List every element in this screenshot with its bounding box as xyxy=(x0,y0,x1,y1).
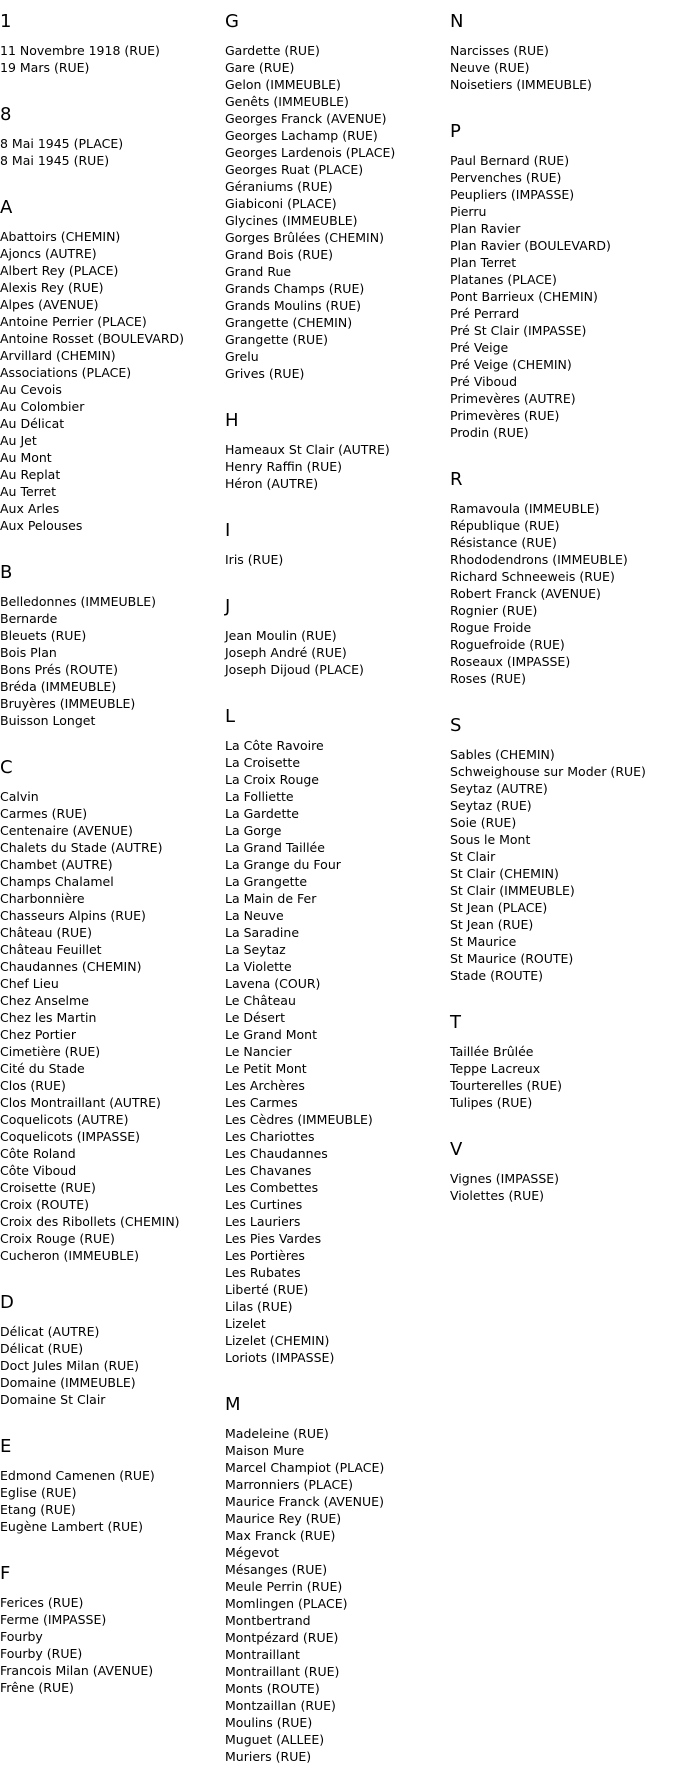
street-link[interactable]: St Clair (IMMEUBLE) xyxy=(450,883,575,898)
street-link[interactable]: Schweighouse sur Moder (RUE) xyxy=(450,764,646,779)
letter-section xyxy=(450,120,670,441)
street-link[interactable]: Tourterelles (RUE) xyxy=(450,1078,562,1093)
street-link[interactable]: Mégevot xyxy=(225,1545,280,1560)
street-link[interactable]: Bernarde xyxy=(0,611,58,626)
street-link[interactable]: Maurice Rey (RUE) xyxy=(225,1511,342,1526)
street-link[interactable]: Les Lauriers xyxy=(225,1214,301,1229)
street-link[interactable]: Grands Moulins (RUE) xyxy=(225,298,362,313)
street-link[interactable]: Cimetière (RUE) xyxy=(0,1044,101,1059)
street-link[interactable]: La Saradine xyxy=(225,925,300,940)
street-link[interactable]: Les Curtines xyxy=(225,1197,303,1212)
street-link[interactable]: Platanes (PLACE) xyxy=(450,272,557,287)
street-list xyxy=(0,135,220,169)
street-link[interactable]: Au Replat xyxy=(0,467,61,482)
street-link[interactable]: Bruyères (IMMEUBLE) xyxy=(0,696,136,711)
street-link[interactable]: Maurice Franck (AVENUE) xyxy=(225,1494,384,1509)
street-link[interactable]: Taillée Brûlée xyxy=(450,1044,534,1059)
street-list xyxy=(0,1594,220,1696)
section-letter-heading: E xyxy=(0,1436,12,1457)
street-link[interactable]: Giabiconi (PLACE) xyxy=(225,196,337,211)
street-link[interactable]: Roguefroide (RUE) xyxy=(450,637,565,652)
street-link[interactable]: Genêts (IMMEUBLE) xyxy=(225,94,349,109)
street-link[interactable]: Cité du Stade xyxy=(0,1061,85,1076)
street-link[interactable]: Seytaz (RUE) xyxy=(450,798,532,813)
street-link[interactable]: Les Chavanes xyxy=(225,1163,312,1178)
street-link[interactable]: Cucheron (IMMEUBLE) xyxy=(0,1248,140,1263)
street-link[interactable]: Glycines (IMMEUBLE) xyxy=(225,213,358,228)
street-list xyxy=(225,1425,445,1765)
street-link[interactable]: Eugène Lambert (RUE) xyxy=(0,1519,143,1534)
street-list xyxy=(0,42,220,76)
street-link[interactable]: Croix Rouge (RUE) xyxy=(0,1231,115,1246)
street-link[interactable]: Georges Lachamp (RUE) xyxy=(225,128,378,143)
street-link[interactable]: Moulins (RUE) xyxy=(225,1715,313,1730)
letter-section xyxy=(225,705,445,1366)
street-link[interactable]: Iris (RUE) xyxy=(225,552,284,567)
street-link[interactable]: Joseph André (RUE) xyxy=(225,645,347,660)
street-link[interactable]: La Grand Taillée xyxy=(225,840,325,855)
section-letter-heading: 8 xyxy=(0,104,12,125)
street-link[interactable]: 19 Mars (RUE) xyxy=(0,60,90,75)
street-link[interactable]: La Grangette xyxy=(225,874,308,889)
section-letter-heading: L xyxy=(225,706,236,727)
street-link[interactable]: Maison Mure xyxy=(225,1443,305,1458)
street-link[interactable]: Marcel Champiot (PLACE) xyxy=(225,1460,385,1475)
street-link[interactable]: Bois Plan xyxy=(0,645,57,660)
street-link[interactable]: Le Nancier xyxy=(225,1044,292,1059)
street-link[interactable]: La Neuve xyxy=(225,908,284,923)
street-link[interactable]: Seytaz (AUTRE) xyxy=(450,781,548,796)
street-link[interactable]: Montbertrand xyxy=(225,1613,311,1628)
street-link[interactable]: St Jean (PLACE) xyxy=(450,900,548,915)
letter-section xyxy=(225,595,445,678)
street-link[interactable]: Jean Moulin (RUE) xyxy=(225,628,337,643)
street-link[interactable]: Max Franck (RUE) xyxy=(225,1528,336,1543)
street-link[interactable]: Frêne (RUE) xyxy=(0,1680,74,1695)
street-link[interactable]: Edmond Camenen (RUE) xyxy=(0,1468,155,1483)
letter-section xyxy=(225,409,445,492)
street-link[interactable]: Les Pies Vardes xyxy=(225,1231,322,1246)
section-letter-heading: V xyxy=(450,1139,463,1160)
street-link[interactable]: Buisson Longet xyxy=(0,713,96,728)
street-link[interactable]: Au Délicat xyxy=(0,416,65,431)
street-link[interactable]: Fourby xyxy=(0,1629,43,1644)
street-list xyxy=(450,1170,670,1204)
section-letter-heading: G xyxy=(225,11,239,32)
street-link[interactable]: Roseaux (IMPASSE) xyxy=(450,654,571,669)
section-letter-heading: P xyxy=(450,121,461,142)
street-list xyxy=(450,152,670,441)
letter-section xyxy=(225,519,445,568)
letter-section xyxy=(0,10,220,76)
street-link[interactable]: Stade (ROUTE) xyxy=(450,968,544,983)
street-link[interactable]: Pervenches (RUE) xyxy=(450,170,562,185)
street-link[interactable]: Croisette (RUE) xyxy=(0,1180,96,1195)
street-list xyxy=(0,1467,220,1535)
street-link[interactable]: Alpes (AVENUE) xyxy=(0,297,99,312)
street-list xyxy=(450,746,670,984)
street-link[interactable]: Côte Roland xyxy=(0,1146,76,1161)
street-link[interactable]: Au Colombier xyxy=(0,399,85,414)
letter-section xyxy=(0,103,220,169)
section-letter-heading: N xyxy=(450,11,464,32)
street-link[interactable]: Plan Terret xyxy=(450,255,517,270)
street-link[interactable]: Peupliers (IMPASSE) xyxy=(450,187,575,202)
street-link[interactable]: Chef Lieu xyxy=(0,976,59,991)
street-list xyxy=(450,42,670,93)
street-index-column-3 xyxy=(450,10,670,1231)
street-link[interactable]: St Clair xyxy=(450,849,496,864)
street-link[interactable]: Eglise (RUE) xyxy=(0,1485,77,1500)
street-link[interactable]: Charbonnière xyxy=(0,891,85,906)
section-letter-heading: F xyxy=(0,1563,11,1584)
street-link[interactable]: Grangette (RUE) xyxy=(225,332,328,347)
street-link[interactable]: Pré Perrard xyxy=(450,306,520,321)
street-link[interactable]: 8 Mai 1945 (RUE) xyxy=(0,153,110,168)
street-link[interactable]: Clos Montraillant (AUTRE) xyxy=(0,1095,161,1110)
street-link[interactable]: Calvin xyxy=(0,789,39,804)
street-link[interactable]: Rogue Froide xyxy=(450,620,532,635)
street-link[interactable]: Champs Chalamel xyxy=(0,874,114,889)
street-link[interactable]: Gelon (IMMEUBLE) xyxy=(225,77,341,92)
street-link[interactable]: Richard Schneeweis (RUE) xyxy=(450,569,615,584)
section-letter-heading: D xyxy=(0,1292,14,1313)
street-link[interactable]: Violettes (RUE) xyxy=(450,1188,545,1203)
section-letter-heading: A xyxy=(0,197,13,218)
street-link[interactable]: Au Jet xyxy=(0,433,37,448)
street-link[interactable]: Chambet (AUTRE) xyxy=(0,857,113,872)
street-link[interactable]: Bréda (IMMEUBLE) xyxy=(0,679,117,694)
street-link[interactable]: Robert Franck (AVENUE) xyxy=(450,586,601,601)
street-link[interactable]: Chalets du Stade (AUTRE) xyxy=(0,840,163,855)
section-letter-heading: I xyxy=(225,520,231,541)
street-link[interactable]: Etang (RUE) xyxy=(0,1502,76,1517)
street-link[interactable]: Tulipes (RUE) xyxy=(450,1095,533,1110)
street-link[interactable]: Vignes (IMPASSE) xyxy=(450,1171,560,1186)
street-link[interactable]: Le Château xyxy=(225,993,296,1008)
street-link[interactable]: Chez Portier xyxy=(0,1027,76,1042)
street-link[interactable]: Croix des Ribollets (CHEMIN) xyxy=(0,1214,180,1229)
section-letter-heading: 1 xyxy=(0,11,12,32)
street-link[interactable]: Pierru xyxy=(450,204,487,219)
street-link[interactable]: 8 Mai 1945 (PLACE) xyxy=(0,136,124,151)
street-link[interactable]: Pré Veige xyxy=(450,340,509,355)
street-link[interactable]: Chasseurs Alpins (RUE) xyxy=(0,908,146,923)
street-link[interactable]: Pré St Clair (IMPASSE) xyxy=(450,323,587,338)
street-link[interactable]: Au Mont xyxy=(0,450,52,465)
street-link[interactable]: Aux Pelouses xyxy=(0,518,83,533)
street-link[interactable]: La Grange du Four xyxy=(225,857,341,872)
street-link[interactable]: Château Feuillet xyxy=(0,942,102,957)
street-link[interactable]: Alexis Rey (RUE) xyxy=(0,280,104,295)
street-link[interactable]: Carmes (RUE) xyxy=(0,806,88,821)
street-link[interactable]: Géraniums (RUE) xyxy=(225,179,333,194)
street-list xyxy=(0,593,220,729)
street-link[interactable]: Francois Milan (AVENUE) xyxy=(0,1663,154,1678)
street-list xyxy=(225,737,445,1366)
street-link[interactable]: Grives (RUE) xyxy=(225,366,305,381)
street-link[interactable]: Grangette (CHEMIN) xyxy=(225,315,353,330)
street-link[interactable]: Albert Rey (PLACE) xyxy=(0,263,119,278)
street-link[interactable]: Montzaillan (RUE) xyxy=(225,1698,336,1713)
street-link[interactable]: Lizelet xyxy=(225,1316,266,1331)
section-letter-heading: S xyxy=(450,715,462,736)
street-link[interactable]: Grelu xyxy=(225,349,259,364)
street-link[interactable]: Fourby (RUE) xyxy=(0,1646,83,1661)
street-link[interactable]: Les Cèdres (IMMEUBLE) xyxy=(225,1112,373,1127)
letter-section xyxy=(0,1291,220,1408)
street-link[interactable]: Arvillard (CHEMIN) xyxy=(0,348,116,363)
street-link[interactable]: Loriots (IMPASSE) xyxy=(225,1350,335,1365)
street-link[interactable]: Ramavoula (IMMEUBLE) xyxy=(450,501,600,516)
street-link[interactable]: La Croix Rouge xyxy=(225,772,320,787)
street-link[interactable]: Georges Ruat (PLACE) xyxy=(225,162,364,177)
letter-section xyxy=(450,1011,670,1111)
street-link[interactable]: Héron (AUTRE) xyxy=(225,476,319,491)
street-link[interactable]: Gardette (RUE) xyxy=(225,43,320,58)
street-link[interactable]: Grand Bois (RUE) xyxy=(225,247,333,262)
street-link[interactable]: Le Désert xyxy=(225,1010,285,1025)
street-link[interactable]: La Main de Fer xyxy=(225,891,317,906)
street-link[interactable]: Aux Arles xyxy=(0,501,60,516)
section-letter-heading: H xyxy=(225,410,239,431)
street-link[interactable]: Les Chariottes xyxy=(225,1129,315,1144)
letter-section xyxy=(225,10,445,382)
street-link[interactable]: Clos (RUE) xyxy=(0,1078,66,1093)
street-list xyxy=(225,627,445,678)
letter-section xyxy=(0,561,220,729)
street-link[interactable]: Croix (ROUTE) xyxy=(0,1197,90,1212)
street-link[interactable]: Rognier (RUE) xyxy=(450,603,538,618)
street-link[interactable]: Ferices (RUE) xyxy=(0,1595,84,1610)
letter-section xyxy=(0,196,220,534)
street-link[interactable]: La Seytaz xyxy=(225,942,286,957)
street-link[interactable]: Le Petit Mont xyxy=(225,1061,307,1076)
street-link[interactable]: Chez Anselme xyxy=(0,993,89,1008)
street-link[interactable]: La Croisette xyxy=(225,755,301,770)
street-link[interactable]: Chaudannes (CHEMIN) xyxy=(0,959,142,974)
street-link[interactable]: Teppe Lacreux xyxy=(450,1061,541,1076)
street-link[interactable]: St Jean (RUE) xyxy=(450,917,534,932)
street-link[interactable]: Les Archères xyxy=(225,1078,305,1093)
street-link[interactable]: Château (RUE) xyxy=(0,925,92,940)
street-link[interactable]: Centenaire (AVENUE) xyxy=(0,823,133,838)
street-link[interactable]: Bons Prés (ROUTE) xyxy=(0,662,118,677)
street-link[interactable]: Le Grand Mont xyxy=(225,1027,317,1042)
street-list xyxy=(225,42,445,382)
street-link[interactable]: Délicat (AUTRE) xyxy=(0,1324,100,1339)
street-link[interactable]: Joseph Dijoud (PLACE) xyxy=(225,662,364,677)
letter-section xyxy=(450,10,670,93)
street-link[interactable]: Lilas (RUE) xyxy=(225,1299,293,1314)
street-link[interactable]: Coquelicots (IMPASSE) xyxy=(0,1129,141,1144)
section-letter-heading: R xyxy=(450,469,463,490)
street-list xyxy=(450,1043,670,1111)
street-list xyxy=(225,551,445,568)
letter-section xyxy=(225,1393,445,1765)
street-index-column-2 xyxy=(225,10,445,1792)
street-link[interactable]: 11 Novembre 1918 (RUE) xyxy=(0,43,160,58)
street-link[interactable]: Domaine (IMMEUBLE) xyxy=(0,1375,136,1390)
street-link[interactable]: Délicat (RUE) xyxy=(0,1341,84,1356)
street-link[interactable]: Georges Franck (AVENUE) xyxy=(225,111,387,126)
street-link[interactable]: Pré Viboud xyxy=(450,374,518,389)
street-list xyxy=(0,788,220,1264)
street-link[interactable]: Marronniers (PLACE) xyxy=(225,1477,354,1492)
street-link[interactable]: Grands Champs (RUE) xyxy=(225,281,365,296)
street-link[interactable]: Soie (RUE) xyxy=(450,815,517,830)
street-link[interactable]: Antoine Rosset (BOULEVARD) xyxy=(0,331,185,346)
street-link[interactable]: Les Chaudannes xyxy=(225,1146,328,1161)
street-link[interactable]: Muriers (RUE) xyxy=(225,1749,312,1764)
street-link[interactable]: Paul Bernard (RUE) xyxy=(450,153,570,168)
street-link[interactable]: Henry Raffin (RUE) xyxy=(225,459,343,474)
street-list xyxy=(0,1323,220,1408)
street-link[interactable]: Au Cevois xyxy=(0,382,62,397)
street-link[interactable]: Les Carmes xyxy=(225,1095,298,1110)
street-link[interactable]: Muguet (ALLEE) xyxy=(225,1732,325,1747)
street-link[interactable]: La Gorge xyxy=(225,823,282,838)
street-link[interactable]: Primevères (AUTRE) xyxy=(450,391,576,406)
street-link[interactable]: Chez les Martin xyxy=(0,1010,97,1025)
street-link[interactable]: Grand Rue xyxy=(225,264,292,279)
street-link[interactable]: Résistance (RUE) xyxy=(450,535,557,550)
street-link[interactable]: Au Terret xyxy=(0,484,57,499)
section-letter-heading: M xyxy=(225,1394,241,1415)
street-link[interactable]: Ajoncs (AUTRE) xyxy=(0,246,97,261)
street-link[interactable]: Liberté (RUE) xyxy=(225,1282,309,1297)
street-link[interactable]: Rhododendrons (IMMEUBLE) xyxy=(450,552,628,567)
street-link[interactable]: Coquelicots (AUTRE) xyxy=(0,1112,129,1127)
street-link[interactable]: Pré Veige (CHEMIN) xyxy=(450,357,572,372)
street-link[interactable]: La Gardette xyxy=(225,806,299,821)
street-link[interactable]: Primevères (RUE) xyxy=(450,408,560,423)
street-list xyxy=(225,441,445,492)
street-link[interactable]: Mésanges (RUE) xyxy=(225,1562,328,1577)
street-link[interactable]: Antoine Perrier (PLACE) xyxy=(0,314,147,329)
street-link[interactable]: Hameaux St Clair (AUTRE) xyxy=(225,442,390,457)
street-link[interactable]: Montraillant (RUE) xyxy=(225,1664,340,1679)
street-link[interactable]: Madeleine (RUE) xyxy=(225,1426,329,1441)
letter-section xyxy=(0,756,220,1264)
section-letter-heading: C xyxy=(0,757,13,778)
street-link[interactable]: La Violette xyxy=(225,959,292,974)
street-link[interactable]: Roses (RUE) xyxy=(450,671,526,686)
street-link[interactable]: Abattoirs (CHEMIN) xyxy=(0,229,121,244)
street-link[interactable]: Monts (ROUTE) xyxy=(225,1681,320,1696)
street-link[interactable]: Neuve (RUE) xyxy=(450,60,530,75)
street-link[interactable]: La Côte Ravoire xyxy=(225,738,324,753)
street-link[interactable]: Associations (PLACE) xyxy=(0,365,132,380)
section-letter-heading: T xyxy=(450,1012,461,1033)
letter-section xyxy=(0,1562,220,1696)
street-link[interactable]: Les Rubates xyxy=(225,1265,301,1280)
street-link[interactable]: St Maurice (ROUTE) xyxy=(450,951,574,966)
street-link[interactable]: Belledonnes (IMMEUBLE) xyxy=(0,594,156,609)
street-link[interactable]: Plan Ravier (BOULEVARD) xyxy=(450,238,611,253)
street-link[interactable]: Sables (CHEMIN) xyxy=(450,747,555,762)
street-link[interactable]: Momlingen (PLACE) xyxy=(225,1596,348,1611)
street-link[interactable]: Ferme (IMPASSE) xyxy=(0,1612,107,1627)
street-link[interactable]: Les Portières xyxy=(225,1248,305,1263)
street-link[interactable]: Domaine St Clair xyxy=(0,1392,106,1407)
street-link[interactable]: Plan Ravier xyxy=(450,221,521,236)
street-link[interactable]: St Clair (CHEMIN) xyxy=(450,866,559,881)
street-list xyxy=(450,500,670,687)
letter-section xyxy=(450,714,670,984)
letter-section xyxy=(450,468,670,687)
street-link[interactable]: Sous le Mont xyxy=(450,832,531,847)
street-link[interactable]: Prodin (RUE) xyxy=(450,425,529,440)
street-link[interactable]: Gare (RUE) xyxy=(225,60,295,75)
street-link[interactable]: Montraillant xyxy=(225,1647,300,1662)
letter-section xyxy=(450,1138,670,1204)
street-link[interactable]: Pont Barrieux (CHEMIN) xyxy=(450,289,598,304)
street-link[interactable]: St Maurice xyxy=(450,934,517,949)
street-link[interactable]: Doct Jules Milan (RUE) xyxy=(0,1358,140,1373)
street-link[interactable]: République (RUE) xyxy=(450,518,560,533)
section-letter-heading: B xyxy=(0,562,13,583)
street-link[interactable]: Lavena (COUR) xyxy=(225,976,321,991)
street-link[interactable]: La Folliette xyxy=(225,789,294,804)
street-link[interactable]: Montpézard (RUE) xyxy=(225,1630,339,1645)
letter-section xyxy=(0,1435,220,1535)
street-link[interactable]: Bleuets (RUE) xyxy=(0,628,87,643)
street-link[interactable]: Côte Viboud xyxy=(0,1163,77,1178)
street-link[interactable]: Georges Lardenois (PLACE) xyxy=(225,145,396,160)
street-link[interactable]: Narcisses (RUE) xyxy=(450,43,549,58)
section-letter-heading: J xyxy=(225,596,231,617)
street-link[interactable]: Lizelet (CHEMIN) xyxy=(225,1333,330,1348)
street-link[interactable]: Meule Perrin (RUE) xyxy=(225,1579,343,1594)
street-link[interactable]: Les Combettes xyxy=(225,1180,319,1195)
street-link[interactable]: Noisetiers (IMMEUBLE) xyxy=(450,77,592,92)
street-index-column-1 xyxy=(0,10,220,1723)
street-link[interactable]: Gorges Brûlées (CHEMIN) xyxy=(225,230,384,245)
street-list xyxy=(0,228,220,534)
